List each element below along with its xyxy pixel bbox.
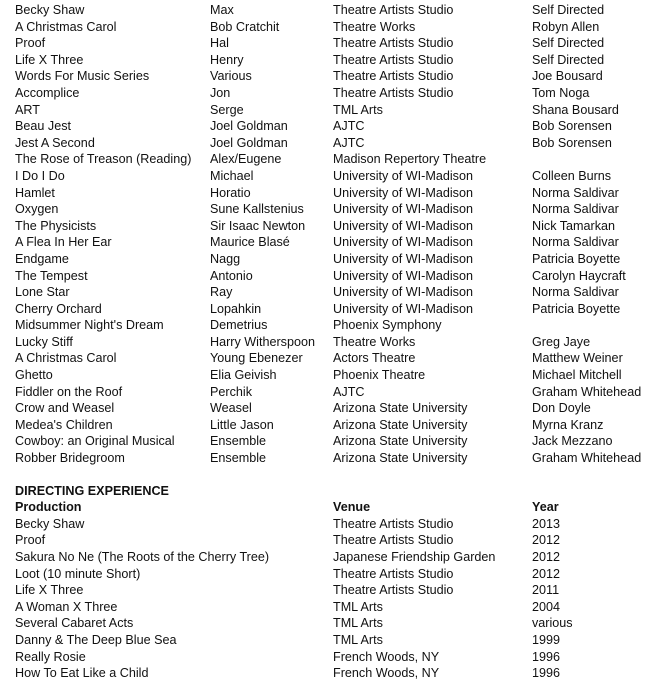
production-cell: Loot (10 minute Short) (15, 566, 141, 581)
venue-cell: TML Arts (333, 632, 383, 647)
acting-row (15, 334, 663, 351)
venue-cell: University of WI-Madison (333, 268, 473, 283)
header-production: Production (15, 500, 82, 515)
acting-row (15, 317, 663, 334)
production-cell: Hamlet (15, 185, 55, 200)
director-cell: Matthew Weiner (532, 351, 623, 366)
venue-cell: Phoenix Symphony (333, 318, 442, 333)
production-cell: How To Eat Like a Child (15, 666, 149, 681)
venue-cell: University of WI-Madison (333, 218, 473, 233)
production-cell: Really Rosie (15, 649, 86, 664)
role-cell: Joel Goldman (210, 135, 288, 150)
role-cell: Ensemble (210, 451, 267, 466)
director-cell: Greg Jaye (532, 334, 591, 349)
venue-cell: Arizona State University (333, 451, 468, 466)
acting-experience-table (15, 2, 663, 467)
acting-row (15, 2, 663, 19)
directing-row (15, 516, 663, 533)
production-cell: Life X Three (15, 583, 84, 598)
role-cell: Maurice Blasé (210, 235, 290, 250)
role-cell: Hal (210, 36, 229, 51)
venue-cell: Theatre Artists Studio (333, 69, 454, 84)
acting-row (15, 118, 663, 135)
venue-cell: TML Arts (333, 599, 383, 614)
production-cell: ART (15, 102, 40, 117)
production-cell: Cherry Orchard (15, 301, 102, 316)
year-cell: 2011 (532, 583, 560, 598)
role-cell: Henry (210, 52, 244, 67)
acting-row (15, 433, 663, 450)
director-cell: Norma Saldivar (532, 235, 619, 250)
production-cell: The Tempest (15, 268, 88, 283)
acting-row (15, 284, 663, 301)
production-cell: Accomplice (15, 85, 80, 100)
director-cell: Nick Tamarkan (532, 218, 616, 233)
role-cell: Perchik (210, 384, 252, 399)
director-cell: Bob Sorensen (532, 119, 612, 134)
venue-cell: Theatre Artists Studio (333, 566, 454, 581)
role-cell: Horatio (210, 185, 251, 200)
production-cell: Becky Shaw (15, 3, 85, 17)
venue-cell: Arizona State University (333, 401, 468, 416)
director-cell: Patricia Boyette (532, 251, 621, 266)
production-cell: Several Cabaret Acts (15, 616, 134, 631)
director-cell: Norma Saldivar (532, 202, 619, 217)
director-cell: Self Directed (532, 52, 605, 67)
role-cell: Nagg (210, 251, 241, 266)
production-cell: Becky Shaw (15, 516, 85, 531)
venue-cell: University of WI-Madison (333, 168, 473, 183)
production-cell: Ghetto (15, 368, 53, 383)
production-cell: Lone Star (15, 285, 70, 300)
venue-cell: University of WI-Madison (333, 301, 473, 316)
venue-cell: AJTC (333, 384, 365, 399)
venue-cell: Theatre Artists Studio (333, 52, 454, 67)
acting-row (15, 367, 663, 384)
venue-cell: Madison Repertory Theatre (333, 152, 487, 167)
production-cell: Proof (15, 533, 46, 548)
acting-row (15, 350, 663, 367)
venue-cell: Theatre Works (333, 334, 416, 349)
director-cell: Graham Whitehead (532, 451, 642, 466)
production-cell: Sakura No Ne (The Roots of the Cherry Tree) (15, 550, 270, 564)
acting-row (15, 35, 663, 52)
directing-row (15, 582, 663, 599)
directing-row (15, 549, 663, 566)
year-cell: 2004 (532, 599, 561, 614)
role-cell: Sir Isaac Newton (210, 218, 306, 233)
production-cell: Oxygen (15, 202, 59, 217)
venue-cell: University of WI-Madison (333, 235, 473, 250)
acting-row (15, 185, 663, 202)
acting-row (15, 135, 663, 152)
director-cell: Self Directed (532, 3, 605, 17)
director-cell: Patricia Boyette (532, 301, 621, 316)
resume-page (15, 2, 663, 682)
directing-row (15, 599, 663, 616)
role-cell: Joel Goldman (210, 119, 288, 134)
venue-cell: TML Arts (333, 102, 383, 117)
role-cell: Young Ebenezer (210, 351, 303, 366)
director-cell: Jack Mezzano (532, 434, 613, 449)
acting-row (15, 301, 663, 318)
acting-row (15, 384, 663, 401)
role-cell: Lopahkin (210, 301, 262, 316)
acting-row (15, 19, 663, 36)
production-cell: Jest A Second (15, 135, 95, 150)
year-cell: 2013 (532, 516, 561, 531)
production-cell: Beau Jest (15, 119, 72, 134)
venue-cell: Phoenix Theatre (333, 368, 426, 383)
production-cell: I Do I Do (15, 168, 65, 183)
production-cell: Words For Music Series (15, 69, 150, 84)
production-cell: The Rose of Treason (Reading) (15, 152, 192, 167)
role-cell: Michael (210, 168, 254, 183)
role-cell: Bob Cratchit (210, 19, 280, 34)
acting-row (15, 201, 663, 218)
directing-row (15, 566, 663, 583)
director-cell: Norma Saldivar (532, 185, 619, 200)
directing-experience-table (15, 516, 663, 682)
venue-cell: University of WI-Madison (333, 185, 473, 200)
venue-cell: Theatre Artists Studio (333, 516, 454, 531)
production-cell: Endgame (15, 251, 69, 266)
directing-row (15, 615, 663, 632)
directing-section-title: DIRECTING EXPERIENCE (15, 483, 169, 498)
director-cell: Shana Bousard (532, 102, 619, 117)
production-cell: Cowboy: an Original Musical (15, 434, 175, 449)
role-cell: Ray (210, 285, 233, 300)
production-cell: Lucky Stiff (15, 334, 73, 349)
venue-cell: University of WI-Madison (333, 251, 473, 266)
venue-cell: Arizona State University (333, 434, 468, 449)
role-cell: Antonio (210, 268, 253, 283)
acting-row (15, 52, 663, 69)
acting-row (15, 234, 663, 251)
year-cell: 2012 (532, 566, 561, 581)
production-cell: A Christmas Carol (15, 19, 117, 34)
director-cell: Michael Mitchell (532, 368, 622, 383)
role-cell: Max (210, 3, 234, 17)
venue-cell: Theatre Artists Studio (333, 533, 454, 548)
acting-row (15, 450, 663, 467)
directing-header-row (15, 499, 663, 516)
acting-row (15, 102, 663, 119)
venue-cell: Actors Theatre (333, 351, 416, 366)
venue-cell: Theatre Artists Studio (333, 36, 454, 51)
directing-row (15, 649, 663, 666)
role-cell: Harry Witherspoon (210, 334, 315, 349)
director-cell: Robyn Allen (532, 19, 600, 34)
production-cell: Proof (15, 36, 46, 51)
role-cell: Weasel (210, 401, 252, 416)
production-cell: Fiddler on the Roof (15, 384, 123, 399)
director-cell: Tom Noga (532, 85, 590, 100)
year-cell: various (532, 616, 573, 631)
header-venue: Venue (333, 500, 371, 515)
director-cell: Bob Sorensen (532, 135, 612, 150)
role-cell: Various (210, 69, 252, 84)
director-cell: Joe Bousard (532, 69, 603, 84)
year-cell: 1996 (532, 666, 561, 681)
venue-cell: Arizona State University (333, 417, 468, 432)
director-cell: Myrna Kranz (532, 417, 604, 432)
director-cell: Carolyn Haycraft (532, 268, 626, 283)
production-cell: Medea's Children (15, 417, 113, 432)
year-cell: 1996 (532, 649, 561, 664)
director-cell: Graham Whitehead (532, 384, 642, 399)
acting-row (15, 251, 663, 268)
acting-row (15, 400, 663, 417)
header-year: Year (532, 500, 559, 515)
acting-row (15, 85, 663, 102)
year-cell: 1999 (532, 632, 561, 647)
year-cell: 2012 (532, 550, 561, 564)
acting-row (15, 417, 663, 434)
directing-row (15, 632, 663, 649)
acting-row (15, 268, 663, 285)
production-cell: The Physicists (15, 218, 97, 233)
director-cell: Self Directed (532, 36, 605, 51)
venue-cell: TML Arts (333, 616, 383, 631)
venue-cell: French Woods, NY (333, 649, 440, 664)
production-cell: Life X Three (15, 52, 84, 67)
director-cell: Don Doyle (532, 401, 591, 416)
directing-row (15, 665, 663, 682)
venue-cell: AJTC (333, 135, 365, 150)
production-cell: A Woman X Three (15, 599, 118, 614)
role-cell: Sune Kallstenius (210, 202, 304, 217)
venue-cell: Theatre Works (333, 19, 416, 34)
role-cell: Demetrius (210, 318, 268, 333)
venue-cell: Theatre Artists Studio (333, 3, 454, 17)
venue-cell: University of WI-Madison (333, 202, 473, 217)
production-cell: Robber Bridegroom (15, 451, 125, 466)
venue-cell: AJTC (333, 119, 365, 134)
production-cell: A Christmas Carol (15, 351, 117, 366)
acting-row (15, 218, 663, 235)
role-cell: Jon (210, 85, 231, 100)
venue-cell: Theatre Artists Studio (333, 583, 454, 598)
year-cell: 2012 (532, 533, 561, 548)
role-cell: Little Jason (210, 417, 274, 432)
acting-row (15, 168, 663, 185)
production-cell: Midsummer Night's Dream (15, 318, 164, 333)
role-cell: Ensemble (210, 434, 267, 449)
acting-row (15, 68, 663, 85)
production-cell: Danny & The Deep Blue Sea (15, 632, 177, 647)
director-cell: Norma Saldivar (532, 285, 619, 300)
production-cell: Crow and Weasel (15, 401, 115, 416)
venue-cell: French Woods, NY (333, 666, 440, 681)
venue-cell: Japanese Friendship Garden (333, 550, 496, 564)
directing-row (15, 532, 663, 549)
role-cell: Elia Geivish (210, 368, 277, 383)
role-cell: Serge (210, 102, 244, 117)
role-cell: Alex/Eugene (210, 152, 282, 167)
production-cell: A Flea In Her Ear (15, 235, 112, 250)
director-cell: Colleen Burns (532, 168, 612, 183)
acting-row (15, 151, 663, 168)
section-gap (15, 467, 663, 483)
venue-cell: University of WI-Madison (333, 285, 473, 300)
venue-cell: Theatre Artists Studio (333, 85, 454, 100)
